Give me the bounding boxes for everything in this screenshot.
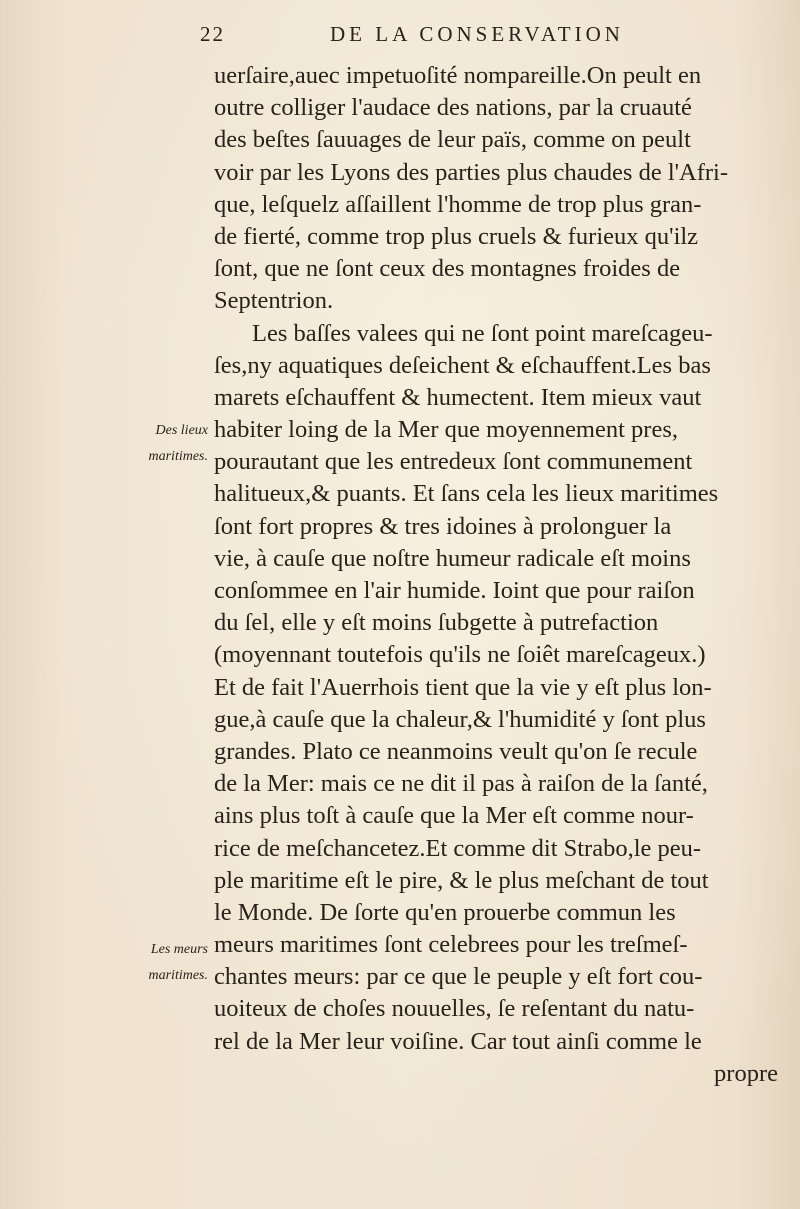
catchword: propre [714,1059,778,1087]
margin-note-meurs-maritimes [108,937,208,989]
margin-note-line: Les meurs [150,942,208,957]
body-text [214,60,794,1090]
text-line: grandes. Plato ce neanmoins veult qu'on ſe recule [214,737,698,765]
text-line: ple maritime eſt le pire, & le plus meſchant de tout [214,866,709,894]
text-line: Et de fait l'Auerrhois tient que la vie y eſt plus lon- [214,673,712,701]
text-line: de la Mer: mais ce ne dit il pas à raiſon de la ſanté, [214,770,708,798]
text-line: des beſtes ſauuages de leur païs, comme on peult [214,126,691,154]
running-head-title: DE LA CONSERVATION [330,22,624,46]
text-line: rel de la Mer leur voiſine. Car tout ainſi comme le [214,1027,702,1055]
margin-note-line: maritimes. [148,968,208,983]
margin-note-line: maritimes. [148,449,208,464]
text-line: outre colliger l'audace des nations, par la cruauté [214,94,692,122]
text-line: ſes,ny aquatiques deſeichent & eſchauffent.Les bas [214,351,711,379]
text-line: du ſel, elle y eſt moins ſubgette à putrefaction [214,609,659,637]
text-line: voir par les Lyons des parties plus chaudes de l'Afri- [214,158,729,186]
text-line: uerſaire,auec impetuoſité nompareille.On peult en [214,62,702,89]
margin-note-lieux-maritimes [108,418,208,470]
text-line-paragraph-start: Les baſſes valees qui ne ſont point mareſcageu- [252,319,713,347]
text-line: uoiteux de choſes nouuelles, ſe reſentant du natu- [214,995,695,1023]
text-line: conſommee en l'air humide. Ioint que pour raiſon [214,577,695,604]
text-line: ſont fort propres & tres idoines à prolonguer la [214,512,672,540]
text-line: marets eſchauffent & humectent. Item mieux vaut [214,383,702,411]
text-line: gue,à cauſe que la chaleur,& l'humidité y ſont plus [214,705,706,733]
text-line: rice de meſchancetez.Et comme dit Strabo,le peu- [214,834,702,862]
text-line: chantes meurs: par ce que le peuple y eſt fort cou- [214,963,703,991]
text-line: que, leſquelz aſſaillent l'homme de trop plus gran- [214,190,702,218]
text-line: meurs maritimes ſont celebrees pour les treſmeſ- [214,931,688,959]
text-line: halitueux,& puants. Et ſans cela les lieux maritimes [214,480,719,508]
page-number: 22 [200,22,225,46]
text-line: pourautant que les entredeux ſont communement [214,448,693,476]
text-line: habiter loing de la Mer que moyennement pres, [214,416,678,444]
margin-note-line: Des lieux [155,423,208,438]
text-line: le Monde. De ſorte qu'en prouerbe commun les [214,898,676,926]
text-line: de fierté, comme trop plus cruels & furieux qu'ilz [214,222,699,250]
text-line: ains plus toſt à cauſe que la Mer eſt comme nour- [214,802,694,830]
text-line: ſont, que ne ſont ceux des montagnes froides de [214,255,681,283]
running-head [200,22,700,52]
text-line: vie, à cauſe que noſtre humeur radicale eſt moins [214,544,691,572]
text-line: (moyennant toutefois qu'ils ne ſoiêt mareſcageux.) [214,641,706,669]
text-line: Septentrion. [214,287,334,315]
